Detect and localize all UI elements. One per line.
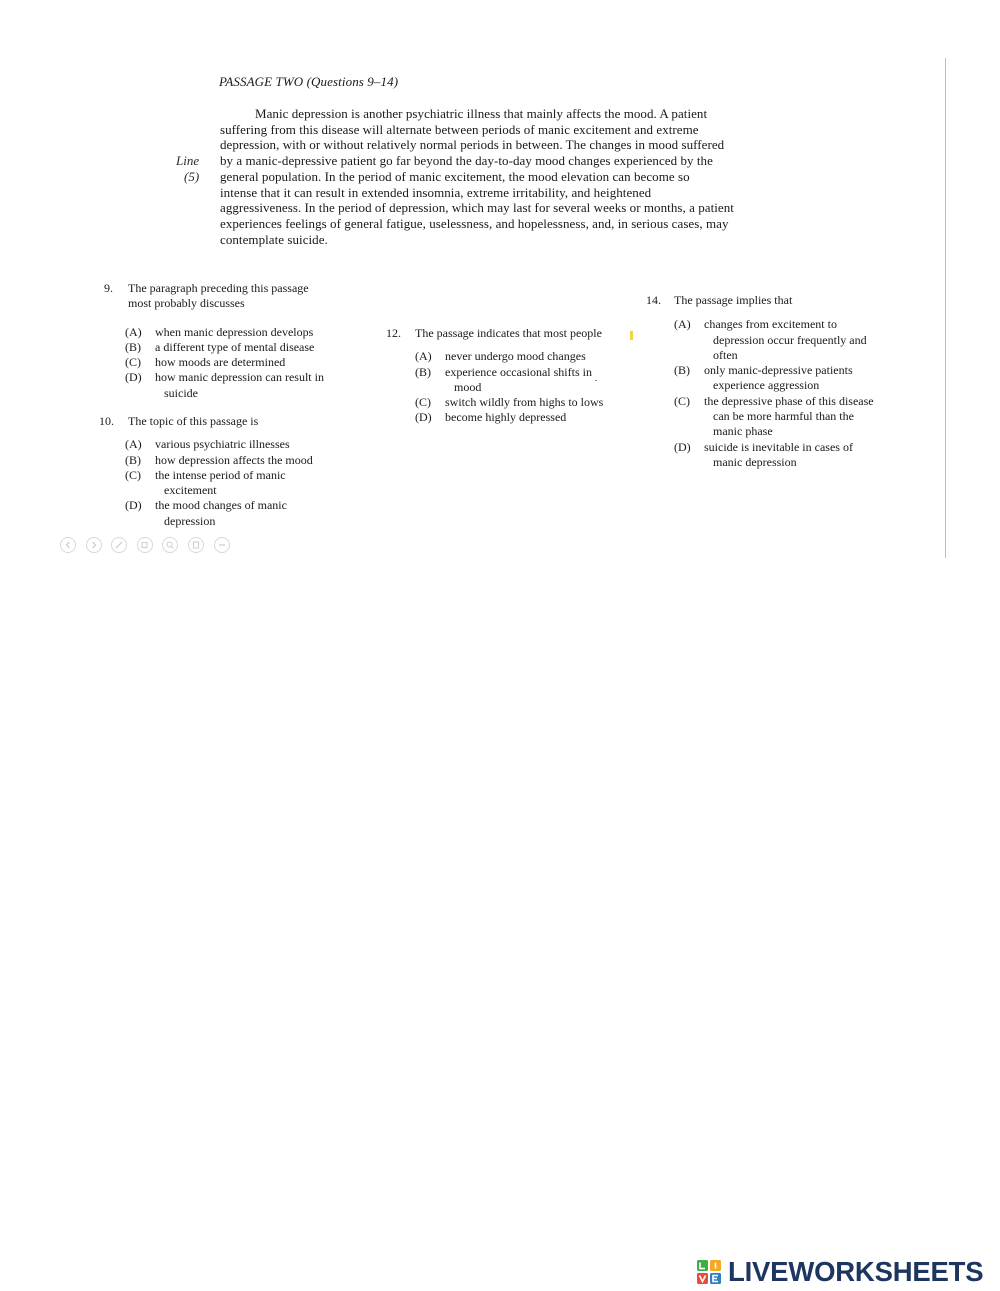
answer-option[interactable] — [125, 370, 324, 401]
answer-option[interactable] — [674, 317, 874, 363]
option-text: how depression affects the mood — [155, 452, 313, 467]
answer-option[interactable] — [125, 340, 324, 355]
document-icon[interactable] — [188, 537, 204, 553]
passage-title: PASSAGE TWO (Questions 9–14) — [219, 74, 399, 89]
answer-option[interactable] — [415, 410, 603, 425]
question-stem — [386, 326, 603, 341]
passage-line: intense that it can result in extended insomnia, extreme irritability, and heightened — [220, 184, 652, 200]
option-letter: (B) — [125, 452, 141, 467]
question-stem — [99, 414, 313, 429]
copy-icon[interactable] — [137, 537, 153, 553]
option-text: the mood changes of manic — [155, 498, 287, 513]
option-text: a different type of mental disease — [155, 339, 315, 354]
option-text-continued: experience aggression — [713, 378, 820, 393]
question-stem — [104, 281, 324, 312]
option-text: become highly depressed — [445, 410, 567, 425]
option-text: switch wildly from highs to lows — [445, 395, 604, 410]
stem-line: The passage implies that — [674, 293, 793, 307]
passage-line: aggressiveness. In the period of depression, which may last for several weeks or months, a patient — [220, 200, 734, 216]
option-letter: (C) — [125, 467, 141, 482]
question-12 — [386, 326, 603, 426]
passage-body — [220, 106, 832, 247]
passage-line: suffering from this disease will alternate between periods of manic excitement and extreme — [220, 121, 699, 137]
answer-option[interactable] — [415, 349, 603, 364]
stem-line: The passage indicates that most people — [415, 326, 602, 340]
option-letter: (D) — [674, 439, 691, 454]
option-letter: (B) — [125, 339, 141, 354]
option-letter: (A) — [674, 317, 691, 332]
option-text-continued: can be more harmful than the — [713, 409, 854, 424]
question-stem — [646, 293, 874, 308]
option-letter: (C) — [125, 355, 141, 370]
option-text-continued: often — [713, 347, 738, 362]
viewer-toolbar — [60, 537, 235, 557]
passage-line: depression, with or without relatively normal periods in between. The changes in mood suffered — [220, 137, 725, 153]
pen-icon[interactable] — [111, 537, 127, 553]
answer-option[interactable] — [125, 325, 324, 340]
question-9 — [104, 281, 324, 401]
answer-option[interactable] — [125, 437, 313, 452]
next-icon[interactable] — [86, 537, 102, 553]
scan-dot — [595, 380, 597, 381]
option-letter: (B) — [415, 364, 431, 379]
stem-line: most probably discusses — [128, 296, 245, 311]
option-text: when manic depression develops — [155, 324, 314, 339]
option-text: suicide is inevitable in cases of — [704, 439, 853, 454]
option-text: how manic depression can result in — [155, 370, 324, 385]
answer-option[interactable] — [415, 365, 603, 396]
question-number: 10. — [99, 414, 114, 428]
option-letter: (A) — [415, 349, 432, 364]
option-text: various psychiatric illnesses — [155, 437, 290, 452]
answer-option[interactable] — [674, 440, 874, 471]
zoom-icon[interactable] — [162, 537, 178, 553]
question-number: 9. — [104, 281, 113, 295]
highlight-mark — [630, 331, 633, 340]
option-text-continued: excitement — [164, 483, 217, 498]
brand-name: LIVEWORKSHEETS — [728, 1256, 984, 1287]
option-text-continued: depression — [164, 513, 216, 528]
option-text: how moods are determined — [155, 355, 286, 370]
passage-line: experiences feelings of general fatigue, uselessness, and hopelessness, and, in serious cases, may — [220, 215, 729, 231]
option-letter: (D) — [125, 498, 142, 513]
option-text: never undergo mood changes — [445, 349, 586, 364]
option-text: experience occasional shifts in — [445, 364, 592, 379]
option-letter: (C) — [415, 395, 431, 410]
answer-option[interactable] — [125, 498, 313, 529]
stem-line: The topic of this passage is — [128, 414, 259, 428]
margin-line-label: Line — [176, 153, 200, 168]
option-letter: (A) — [125, 324, 142, 339]
liveworksheets-logo-icon — [697, 1260, 721, 1284]
option-text-continued: manic phase — [713, 424, 773, 439]
answer-option[interactable] — [415, 395, 603, 410]
answer-option[interactable] — [125, 453, 313, 468]
option-text-continued: depression occur frequently and — [713, 332, 867, 347]
stem-line: The paragraph preceding this passage — [128, 281, 309, 295]
passage-line: Manic depression is another psychiatric illness that mainly affects the mood. A patient — [255, 106, 708, 121]
question-number: 12. — [386, 326, 401, 340]
passage-line: contemplate suicide. — [220, 231, 328, 247]
option-letter: (C) — [674, 393, 690, 408]
option-text-continued: manic depression — [713, 454, 797, 469]
option-text-continued: mood — [454, 379, 482, 394]
passage-line: by a manic-depressive patient go far beyond the day-to-day mood changes experienced by the — [220, 153, 713, 169]
answer-option[interactable] — [125, 355, 324, 370]
answer-option[interactable] — [674, 363, 874, 394]
option-text: changes from excitement to — [704, 317, 837, 332]
question-number: 14. — [646, 293, 661, 307]
page-edge-rule — [945, 58, 946, 558]
option-letter: (B) — [674, 363, 690, 378]
more-icon[interactable] — [214, 537, 230, 553]
option-text: only manic-depressive patients — [704, 363, 853, 378]
passage-line: general population. In the period of manic excitement, the mood elevation can become so — [220, 168, 690, 184]
question-14 — [646, 293, 874, 470]
option-text: the depressive phase of this disease — [704, 393, 874, 408]
option-text-continued: suicide — [164, 385, 198, 400]
question-10 — [99, 414, 313, 529]
option-letter: (A) — [125, 437, 142, 452]
option-letter: (D) — [125, 370, 142, 385]
liveworksheets-brand[interactable] — [697, 1256, 984, 1287]
answer-option[interactable] — [125, 468, 313, 499]
option-text: the intense period of manic — [155, 467, 286, 482]
margin-line-number: (5) — [184, 169, 200, 184]
answer-option[interactable] — [674, 394, 874, 440]
prev-icon[interactable] — [60, 537, 76, 553]
option-letter: (D) — [415, 410, 432, 425]
